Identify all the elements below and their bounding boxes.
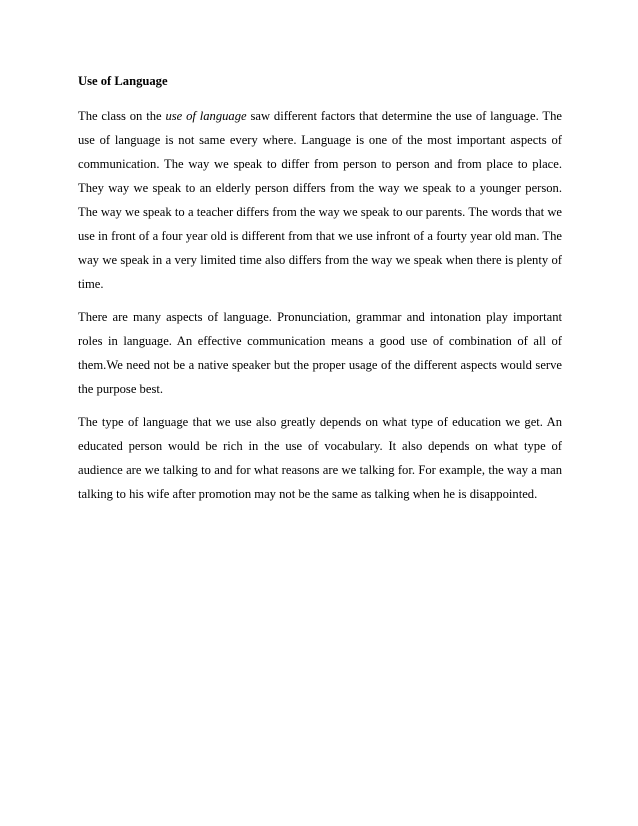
document-title: Use of Language: [78, 74, 168, 88]
paragraph-2: There are many aspects of language. Pronunciation, grammar and intonation play important roles in language. An effective communication means a good use of combination of all of them.We need not be a native speaker but the proper usage of the different aspects would serve the purpose best.: [78, 310, 562, 396]
paragraph-1-rest: saw different factors that determine the use of language. The use of language is not same every where. Language is one of the most important aspects of communication. The way we speak to differ from person to person and from place to place. They way we speak to an elderly person differs from the way we speak to a younger person. The way we speak to a teacher differs from the way we speak to our parents. The words that we use in front of a four year old is different from that we use infront of a fourty year old man. The way we speak in a very limited time also differs from the way we speak when there is plenty of time.: [78, 109, 562, 291]
document-body: [78, 72, 562, 515]
paragraph-3: The type of language that we use also greatly depends on what type of education we get. An educated person would be rich in the use of vocabulary. It also depends on what type of audience are we talking to and for what reasons are we talking for. For example, the way a man talking to his wife after promotion may not be the same as talking when he is disappointed.: [78, 415, 562, 501]
paragraph-1: [78, 104, 562, 296]
paragraph-1-italic-phrase: use of language: [165, 109, 247, 123]
paragraph-1-intro: The class on the: [78, 109, 166, 123]
